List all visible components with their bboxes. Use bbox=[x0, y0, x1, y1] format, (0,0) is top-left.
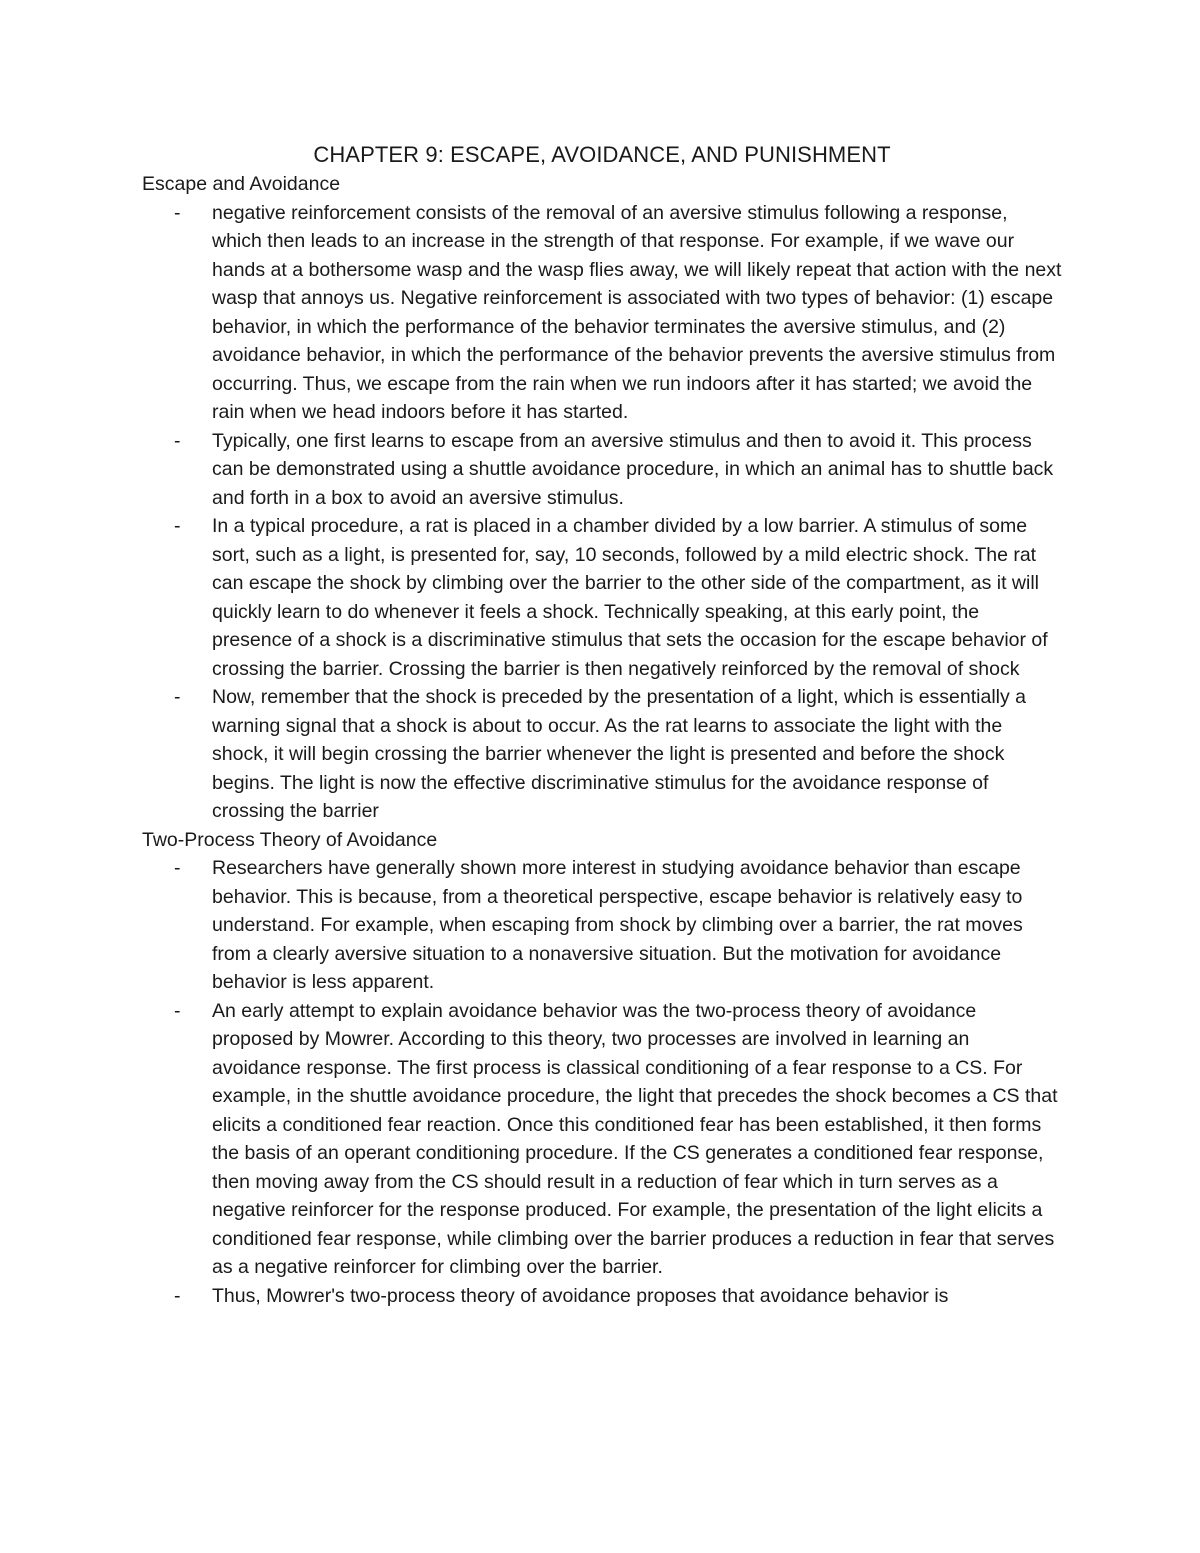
list-item-text: Typically, one first learns to escape from an aversive stimulus and then to avoid it. This process can be demonstrated using a shuttle avoidance procedure, in which an animal has to shuttle back and forth in a box to avoid an aversive stimulus. bbox=[212, 429, 1054, 509]
section-two-process-theory bbox=[142, 826, 1062, 1311]
list-item bbox=[142, 512, 1062, 683]
list-item bbox=[142, 997, 1062, 1282]
bullet-dash: - bbox=[174, 429, 181, 452]
bullet-dash: - bbox=[174, 1284, 181, 1307]
document-page bbox=[142, 140, 1062, 1310]
bullet-dash: - bbox=[174, 999, 181, 1022]
list-item bbox=[142, 427, 1062, 513]
bullet-list bbox=[142, 854, 1062, 1310]
list-item-text: An early attempt to explain avoidance behavior was the two-process theory of avoidance proposed by Mowrer. According to this theory, two processes are involved in learning an avoidance response. The first process is classical conditioning of a fear response to a CS. For example, in the shuttle avoidance procedure, the light that precedes the shock becomes a CS that elicits a conditioned fear reaction. Once this conditioned fear has been established, it then forms the basis of an operant conditioning procedure. If the CS generates a conditioned fear response, then moving away from the CS should result in a reduction of fear which in turn serves as a negative reinforcer for the response produced. For example, the presentation of the light elicits a conditioned fear response, while climbing over the barrier produces a reduction in fear that serves as a negative reinforcer for climbing over the barrier. bbox=[212, 999, 1058, 1278]
list-item bbox=[142, 199, 1062, 427]
list-item-text: Now, remember that the shock is preceded by the presentation of a light, which is essentially a warning signal that a shock is about to occur. As the rat learns to associate the light with the shock, it will begin crossing the barrier whenever the light is presented and before the shock begins. The light is now the effective discriminative stimulus for the avoidance response of crossing the barrier bbox=[212, 686, 1027, 822]
page-title: CHAPTER 9: ESCAPE, AVOIDANCE, AND PUNISHMENT bbox=[313, 142, 891, 167]
list-item-text: negative reinforcement consists of the removal of an aversive stimulus following a response, which then leads to an increase in the strength of that response. For example, if we wave our hands at a bothersome wasp and the wasp flies away, we will likely repeat that action with the next wasp that annoys us. Negative reinforcement is associated with two types of behavior: (1) escape behavior, in which the performance of the behavior terminates the aversive stimulus, and (2) avoidance behavior, in which the performance of the behavior prevents the aversive stimulus from occurring. Thus, we escape from the rain when we run indoors after it has started; we avoid the rain when we head indoors before it has started. bbox=[212, 201, 1062, 423]
section-escape-and-avoidance bbox=[142, 170, 1062, 826]
bullet-dash: - bbox=[174, 515, 181, 537]
list-item-text: In a typical procedure, a rat is placed in a chamber divided by a low barrier. A stimulus of some sort, such as a light, is presented for, say, 10 seconds, followed by a mild electric shock. The rat can escape the shock by climbing over the barrier to the other side of the compartment, as it will quickly learn to do whenever it feels a shock. Technically speaking, at this early point, the presence of a shock is a discriminative stimulus that sets the occasion for the escape behavior of crossing the barrier. Crossing the barrier is then negatively reinforced by the removal of shock bbox=[212, 515, 1048, 680]
list-item bbox=[142, 854, 1062, 997]
bullet-dash: - bbox=[174, 686, 181, 708]
list-item-text: Thus, Mowrer's two-process theory of avoidance proposes that avoidance behavior is bbox=[212, 1284, 949, 1307]
list-item-text: Researchers have generally shown more interest in studying avoidance behavior than escape behavior. This is because, from a theoretical perspective, escape behavior is relatively easy to understand. For example, when escaping from shock by climbing over a barrier, the rat moves from a clearly aversive situation to a nonaversive situation. But the motivation for avoidance behavior is less apparent. bbox=[212, 857, 1023, 993]
bullet-list bbox=[142, 199, 1062, 826]
bullet-dash: - bbox=[174, 857, 181, 879]
list-item bbox=[142, 1282, 1062, 1311]
bullet-dash: - bbox=[174, 201, 181, 224]
section-heading: Two-Process Theory of Avoidance bbox=[142, 828, 438, 851]
section-heading: Escape and Avoidance bbox=[142, 173, 341, 195]
list-item bbox=[142, 683, 1062, 826]
